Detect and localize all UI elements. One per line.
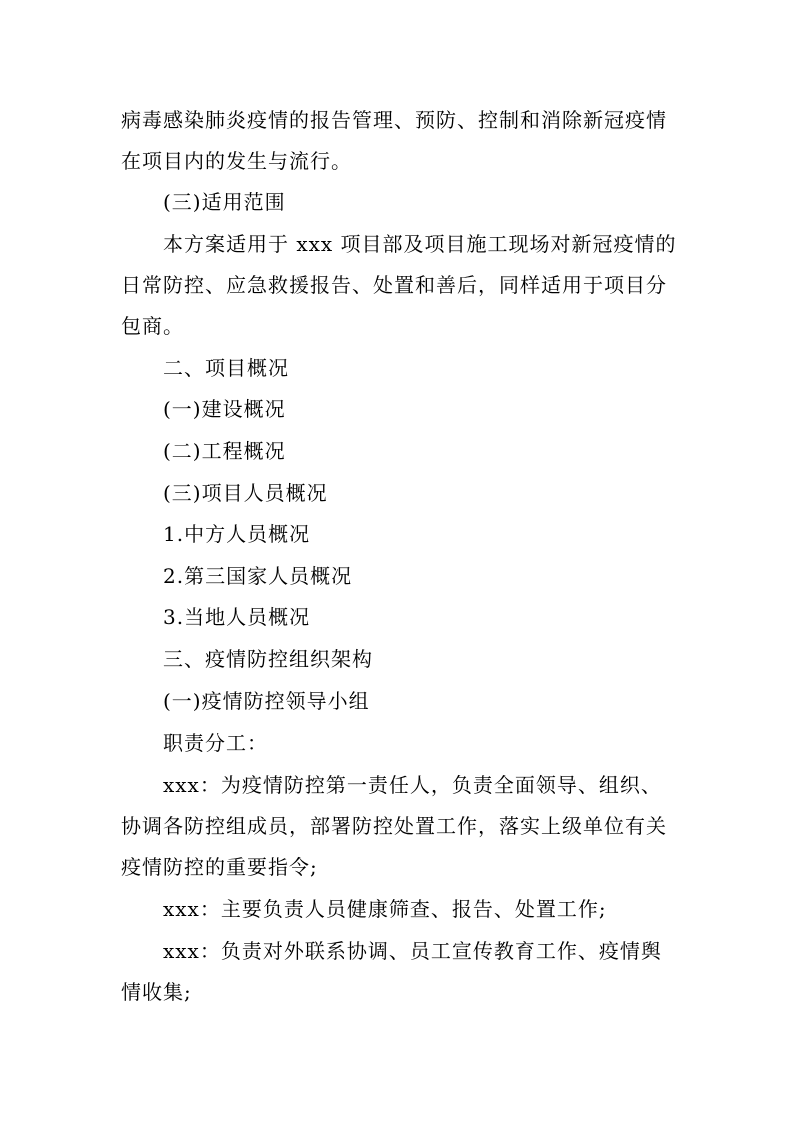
body-text-line: xxx：主要负责人员健康筛查、报告、处置工作; — [163, 897, 607, 921]
body-text-line: 疫情防控的重要指令; — [121, 855, 318, 879]
body-text-line: 病毒感染肺炎疫情的报告管理、预防、控制和消除新冠疫情 — [121, 108, 667, 132]
body-text-line: xxx：为疫情防控第一责任人，负责全面领导、组织、 — [163, 773, 662, 797]
list-item: 3.当地人员概况 — [163, 605, 311, 629]
body-text-line: 日常防控、应急救援报告、处置和善后，同样适用于项目分 — [121, 273, 667, 297]
section-heading: (二)工程概况 — [163, 439, 286, 463]
body-text-line: 职责分工： — [163, 731, 268, 755]
section-heading: (三)项目人员概况 — [163, 481, 328, 505]
body-text-line: 在项目内的发生与流行。 — [121, 149, 352, 173]
body-text-line: xxx：负责对外联系协调、员工宣传教育工作、疫情舆 — [163, 939, 662, 963]
body-text-line: 包商。 — [121, 314, 184, 338]
section-heading: 三、疫情防控组织架构 — [163, 647, 373, 671]
section-heading: 二、项目概况 — [163, 356, 289, 380]
list-item: 1.中方人员概况 — [163, 522, 311, 546]
body-text-line: 协调各防控组成员，部署防控处置工作，落实上级单位有关 — [121, 814, 667, 838]
body-text-line: 本方案适用于 xxx 项目部及项目施工现场对新冠疫情的 — [163, 232, 677, 256]
list-item: 2.第三国家人员概况 — [163, 564, 353, 588]
section-heading: (三)适用范围 — [163, 190, 286, 214]
body-text-line: 情收集; — [121, 980, 192, 1004]
section-heading: (一)建设概况 — [163, 397, 286, 421]
section-heading: (一)疫情防控领导小组 — [163, 689, 370, 713]
